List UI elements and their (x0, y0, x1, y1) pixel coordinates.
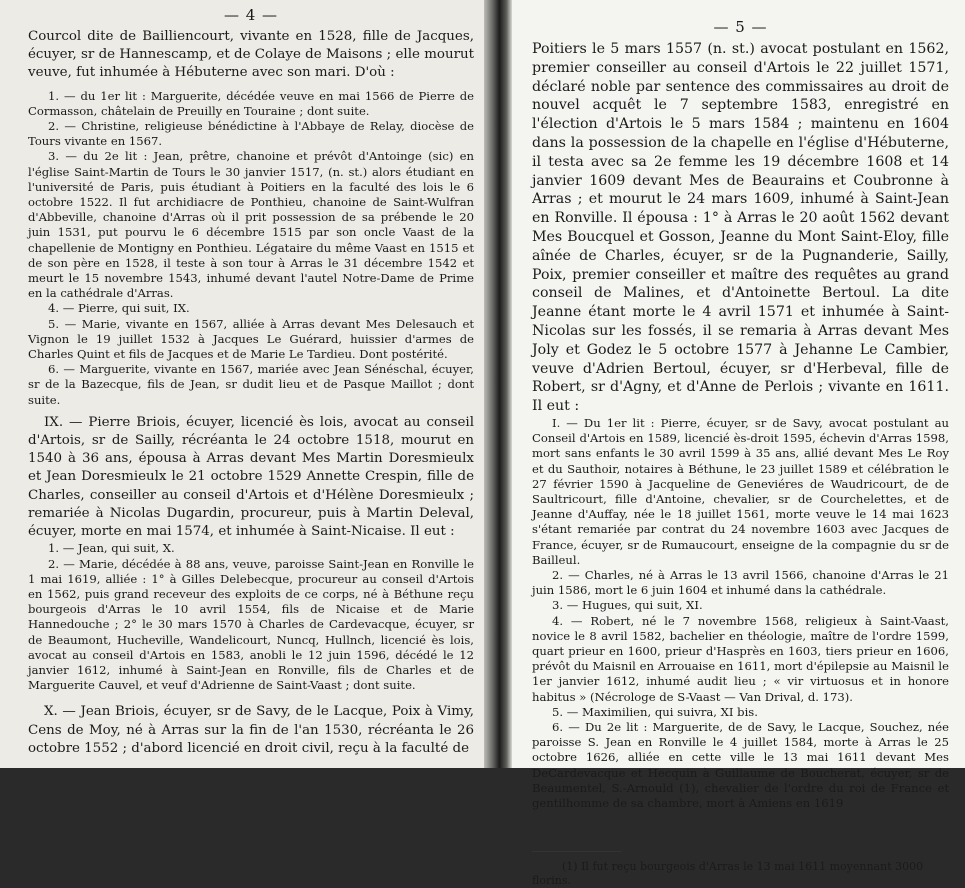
section-ix: IX. — Pierre Briois, écuyer, licencié ès lois, avocat au conseil d'Artois, sr de Sailly, récréanta le 24 octobre 1518, mourut en 1540 à 36 ans, épousa à Arras devant Mes Martin Doresmieulx et Jean Doresmieulx le 21 octobre 1529 Annette Crespin, fille de Charles, conseiller au conseil d'Artois et d'Hélène Doresmieulx ; remariée à Nicolas Dugardin, procureur, puis à Martin Deleval, écuyer, morte en mai 1574, et inhumée à Saint-Nicaise. Il eut : (28, 414, 474, 540)
right-page (512, 0, 965, 888)
list-item: 1. — Jean, qui suit, X. (48, 541, 175, 556)
section-x: X. — Jean Briois, écuyer, sr de Savy, de le Lacque, Poix à Vimy, Cens de Moy, né à Arras sur la fin de l'an 1530, récréanta le 26 octobre 1552 ; d'abord licencié en droit civil, reçu à la faculté de (28, 704, 474, 756)
footnote-divider (532, 851, 622, 852)
list-item: 2. — Christine, religieuse bénédictine à l'Abbaye de Relay, diocèse de Tours vivante en 1567. (28, 119, 474, 149)
page-number: — 5 — (713, 18, 768, 36)
list-item: 2. — Charles, né à Arras le 13 avril 1566, chanoine d'Arras le 21 juin 1586, mort le 6 juin 1604 et inhumé dans la cathédrale. (532, 567, 949, 598)
intro-paragraph: Courcol dite de Bailliencourt, vivante en 1528, fille de Jacques, écuyer, sr de Hannescamp, et de Colaye de Maisons ; elle mourut veuve, fut inhumée à Hébuterne avec son mari. D'où : (28, 29, 474, 81)
list-item: I. — Du 1er lit : Pierre, écuyer, sr de Savy, avocat postulant au Conseil d'Artois en 1589, licencié ès-droit 1595, échevin d'Arras 1598, mort sans enfants le 30 avril 1599 à 35 ans, allié devant Mes Le Roy et du Sauthoir, notaires à Béthune, le 23 juillet 1589 et célébration le 27 février 1590 à Jacqueline de Geneviéres de Waudricourt, de de Saultricourt, fille d'Antoine, chevalier, sr de Courchelettes, et de Jeanne d'Auffay, née le 18 juillet 1561, morte veuve le 14 mai 1623 s'étant remariée par contrat du 24 novembre 1603 avec Jacques de France, écuyer, sr de Rumaucourt, enseigne de la compagnie du sr de Bailleul. (532, 415, 949, 567)
left-page (0, 0, 484, 768)
book-gutter (484, 0, 512, 768)
list-item: 1. — du 1er lit : Marguerite, décédée veuve en mai 1566 de Pierre de Cormasson, châtelain de Preuilly en Touraine ; dont suite. (28, 88, 474, 118)
list-item: 3. — du 2e lit : Jean, prêtre, chanoine et prévôt d'Antoinge (sic) en l'église Saint-Martin de Tours le 30 janvier 1517, (n. st.) alors étudiant en l'université de Paris, puis étudiant à Poitiers en la faculté des lois le 6 octobre 1522. Il fut archidiacre de Ponthieu, chanoine de Saint-Wulfran d'Abbeville, chanoine d'Arras où il prit possession de sa prébende le 20 juin 1531, put pourvu le 6 décembre 1515 par son oncle Vaast de la chapellenie de Montigny en Ponthieu. Légataire du même Vaast en 1515 et de son père en 1528, il teste à son tour à Arras le 31 décembre 1542 et meurt le 15 novembre 1543, inhumé devant l'autel Notre-Dame de Prime en la cathédrale d'Arras. (28, 149, 474, 301)
list-item: 4. — Pierre, qui suit, IX. (48, 301, 190, 316)
list-item: 3. — Hugues, qui suit, XI. (552, 598, 703, 613)
list-item: 5. — Maximilien, qui suivra, XI bis. (552, 704, 758, 719)
list-item: 6. — Marguerite, vivante en 1567, mariée avec Jean Sénéschal, écuyer, sr de la Bazecque, fils de Jean, sr dudit lieu et de Pasque Maillot ; dont suite. (28, 362, 474, 407)
list-item: 6. — Du 2e lit : Marguerite, de de Savy, le Lacque, Souchez, née paroisse S. Jean en Ronville le 4 juillet 1584, morte à Arras le 25 octobre 1626, alliée en cette ville le 13 mai 1611 devant Mes DeCardevacque et Hecquin à Guillaume de Boucherat, écuyer, sr de Beaumentel, S.-Arnould (1), chevalier de l'ordre du roi de France et gentilhomme de sa chambre, mort à Amiens en 1619 (532, 720, 949, 811)
list-item: 5. — Marie, vivante en 1567, alliée à Arras devant Mes Delesauch et Vignon le 19 juillet 1532 à Jacques Le Guérard, huissier d'armes de Charles Quint et fils de Jacques et de Marie Le Tardieu. Dont postérité. (28, 316, 474, 362)
continuation-paragraph: Poitiers le 5 mars 1557 (n. st.) avocat postulant en 1562, premier conseiller au conseil d'Artois le 22 juillet 1571, déclaré noble par sentence des commissaires au droit de nouvel acquêt le 7 septembre 1583, enregistré en l'élection d'Artois le 5 mars 1584 ; maintenu en 1604 dans la possession de la chapelle en l'église d'Hébuterne, il testa avec sa 2e femme les 19 décembre 1608 et 14 janvier 1609 devant Mes de Beaurains et Coubronne à Arras ; et mourut le 24 mars 1609, inhumé à Saint-Jean en Ronville. Il épousa : 1° à Arras le 20 août 1562 devant Mes Boucquel et Gosson, Jeanne du Mont Saint-Eloy, fille aînée de Charles, écuyer, sr de la Pugnanderie, Sailly, Poix, premier conseiller et maître des requêtes au grand conseil de Malines, et d'Antoinette Bertoul. La dite Jeanne étant morte le 4 avril 1571 et inhumée à Saint-Nicolas sur les fossés, il se remaria à Arras devant Mes Joly et Godez le 5 octobre 1577 à Jehanne Le Cambier, veuve d'Adrien Bertoul, écuyer, sr d'Herbeval, fille de Robert, sr d'Agny, et d'Anne de Perlois ; vivante en 1611. Il eut : (532, 41, 949, 415)
list-item: 2. — Marie, décédée à 88 ans, veuve, paroisse Saint-Jean en Ronville le 1 mai 1619, alliée : 1° à Gilles Delebecque, procureur au conseil d'Artois en 1562, puis grand receveur des exploits de ce corps, né à Béthune reçu bourgeois d'Arras le 10 avril 1554, fils de Nicaise et de Marie Hannedouche ; 2° le 30 mars 1570 à Charles de Cardevacque, écuyer, sr de Beaumont, Hucheville, Wandelicourt, Nuncq, Hullnch, licencié ès lois, avocat au conseil d'Artois en 1583, anobli le 12 juin 1596, décédé le 12 janvier 1612, inhumé à Saint-Jean en Ronville, fils de Charles et de Marguerite Cauvel, et veuf d'Adrienne de Saint-Vaast ; dont suite. (28, 556, 474, 693)
footnote: (1) Il fut reçu bourgeois d'Arras le 13 mai 1611 moyennant 3000 florins. (532, 860, 924, 888)
list-item: 4. — Robert, né le 7 novembre 1568, religieux à Saint-Vaast, novice le 8 avril 1582, bachelier en théologie, maître de l'ordre 1599, quart prieur en 1600, prieur d'Hasprès en 1603, tiers prieur en 1606, prévôt du Maisnil en Arrouaise en 1611, mort d'épilepsie au Maisnil le 1er janvier 1612, inhumé audit lieu ; « vir virtuosus et in honore habitus » (Nécrologe de S-Vaast — Van Drival, d. 173). (532, 613, 949, 704)
page-number: — 4 — (223, 6, 279, 24)
